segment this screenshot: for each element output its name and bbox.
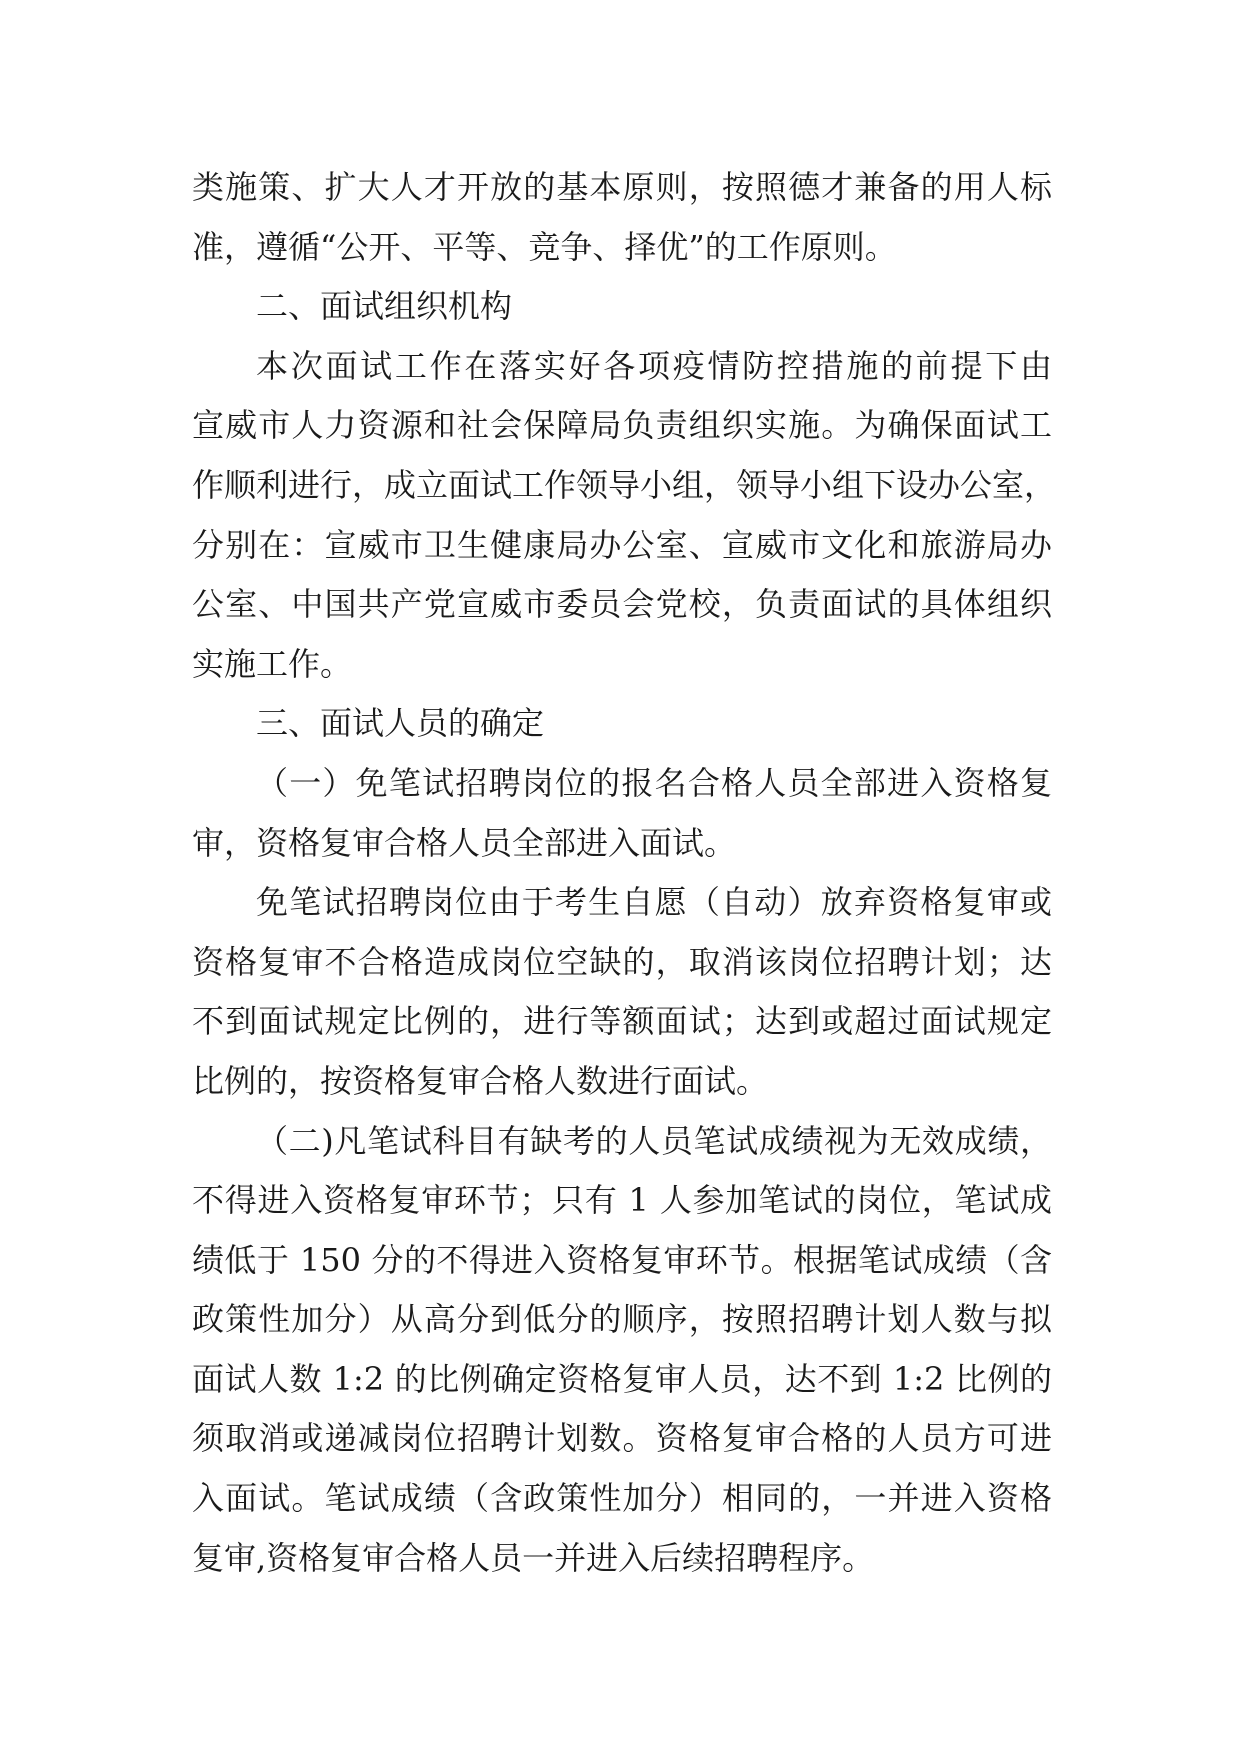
text-line: 分别在：宣威市卫生健康局办公室、宣威市文化和旅游局办 — [192, 525, 1052, 564]
text-line: 资格复审不合格造成岗位空缺的，取消该岗位招聘计划；达 — [192, 942, 1052, 981]
text-line: 作顺利进行，成立面试工作领导小组，领导小组下设办公室， — [192, 465, 1057, 504]
text-line: 不到面试规定比例的，进行等额面试；达到或超过面试规定 — [192, 1002, 1052, 1041]
text-line: （二)凡笔试科目有缺考的人员笔试成绩视为无效成绩， — [256, 1121, 1052, 1160]
section-heading: 三、面试人员的确定 — [256, 704, 545, 743]
text-line: 准，遵循“公开、平等、竞争、择优”的工作原则。 — [192, 227, 897, 266]
text-line: （一）免笔试招聘岗位的报名合格人员全部进入资格复 — [256, 763, 1052, 802]
text-line: 公室、中国共产党宣威市委员会党校，负责面试的具体组织 — [192, 585, 1052, 624]
text-line: 免笔试招聘岗位由于考生自愿（自动）放弃资格复审或 — [256, 883, 1052, 922]
text-line: 比例的，按资格复审合格人数进行面试。 — [192, 1061, 769, 1100]
text-line: 复审,资格复审合格人员一并进入后续招聘程序。 — [192, 1538, 875, 1577]
text-line: 实施工作。 — [192, 644, 353, 683]
text-line: 审，资格复审合格人员全部进入面试。 — [192, 823, 737, 862]
text-line: 绩低于 150 分的不得进入资格复审环节。根据笔试成绩（含 — [192, 1240, 1052, 1279]
text-line: 宣威市人力资源和社会保障局负责组织实施。为确保面试工 — [192, 406, 1052, 445]
text-line: 政策性加分）从高分到低分的顺序，按照招聘计划人数与拟 — [192, 1300, 1052, 1339]
text-line: 类施策、扩大人才开放的基本原则，按照德才兼备的用人标 — [192, 168, 1052, 206]
text-line: 本次面试工作在落实好各项疫情防控措施的前提下由 — [256, 346, 1052, 385]
text-line: 面试人数 1:2 的比例确定资格复审人员，达不到 1:2 比例的 — [192, 1359, 1052, 1398]
text-line: 须取消或递减岗位招聘计划数。资格复审合格的人员方可进 — [192, 1419, 1052, 1458]
document-body — [192, 158, 1057, 1588]
text-line: 不得进入资格复审环节；只有 1 人参加笔试的岗位，笔试成 — [192, 1181, 1052, 1220]
section-heading: 二、面试组织机构 — [256, 287, 513, 326]
text-line: 入面试。笔试成绩（含政策性加分）相同的，一并进入资格 — [192, 1479, 1052, 1518]
